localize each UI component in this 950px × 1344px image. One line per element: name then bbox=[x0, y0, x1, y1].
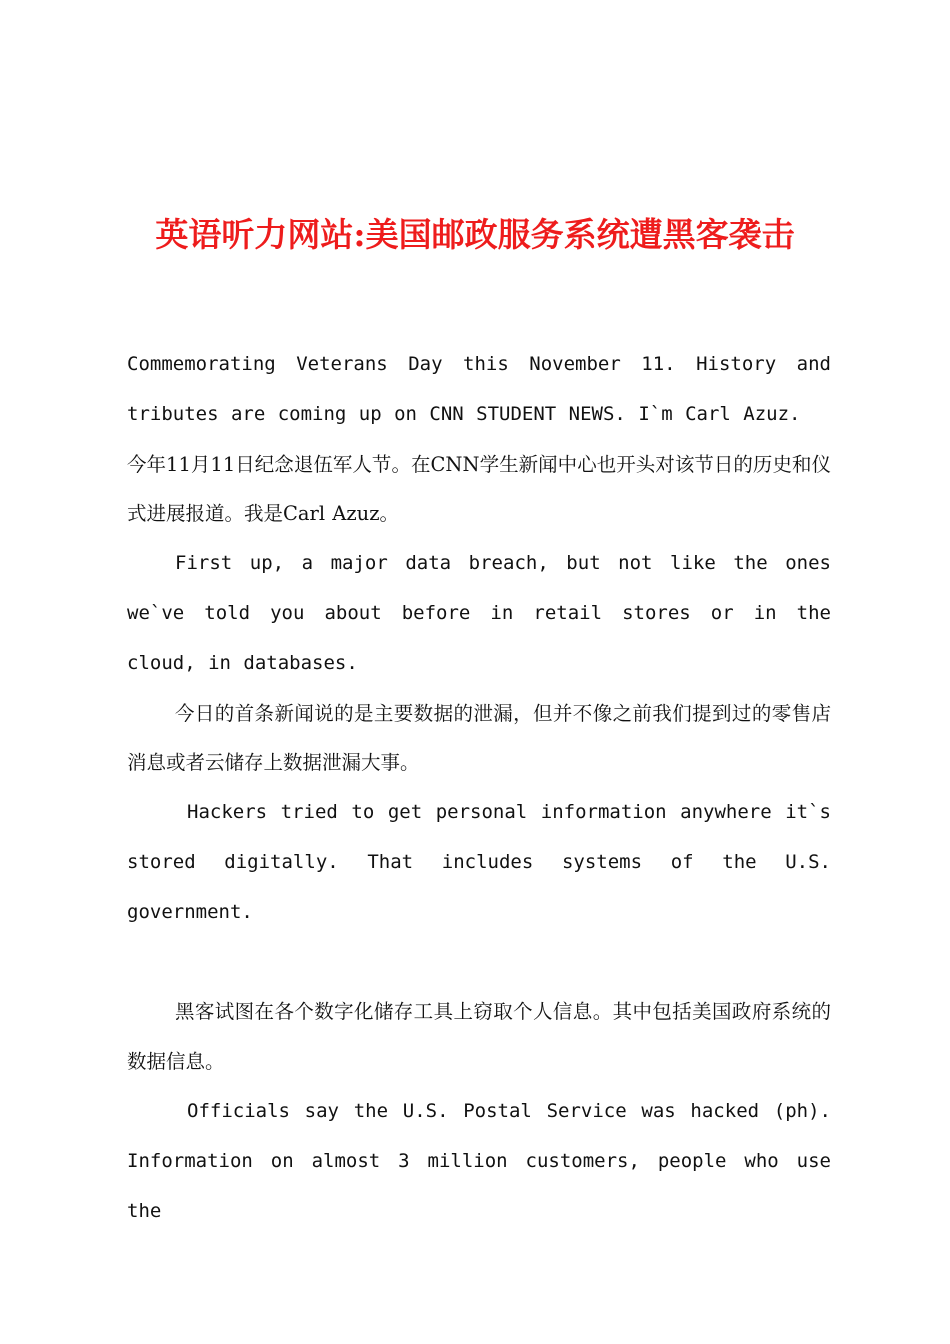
paragraph-chinese-1: 今年11月11日纪念退伍军人节。在CNN学生新闻中心也开头对该节日的历史和仪式进展报道。我是Carl Azuz。 bbox=[127, 452, 831, 526]
document-body bbox=[127, 340, 831, 1236]
document-title: 英语听力网站:美国邮政服务系统遭黑客袭击 bbox=[155, 215, 795, 254]
paragraph-english-1: Commemorating Veterans Day this November 11. History and tributes are coming up on CNN STUDENT NEWS. I`m Carl Azuz. bbox=[127, 353, 831, 425]
paragraph-english-3: Hackers tried to get personal information anywhere it`s stored digitally. That includes systems of the U.S. government. bbox=[127, 801, 831, 923]
paragraph-chinese-2: 今日的首条新闻说的是主要数据的泄漏，但并不像之前我们提到过的零售店消息或者云储存上数据泄漏大事。 bbox=[127, 701, 831, 775]
paragraph-chinese-3: 黑客试图在各个数字化储存工具上窃取个人信息。其中包括美国政府系统的数据信息。 bbox=[127, 1000, 831, 1074]
paragraph-english-2: First up, a major data breach, but not like the ones we`ve told you about before in retail stores or in the cloud, in databases. bbox=[127, 552, 831, 674]
paragraph-english-4: Officials say the U.S. Postal Service was hacked (ph). Information on almost 3 million customers, people who use the bbox=[127, 1099, 831, 1222]
